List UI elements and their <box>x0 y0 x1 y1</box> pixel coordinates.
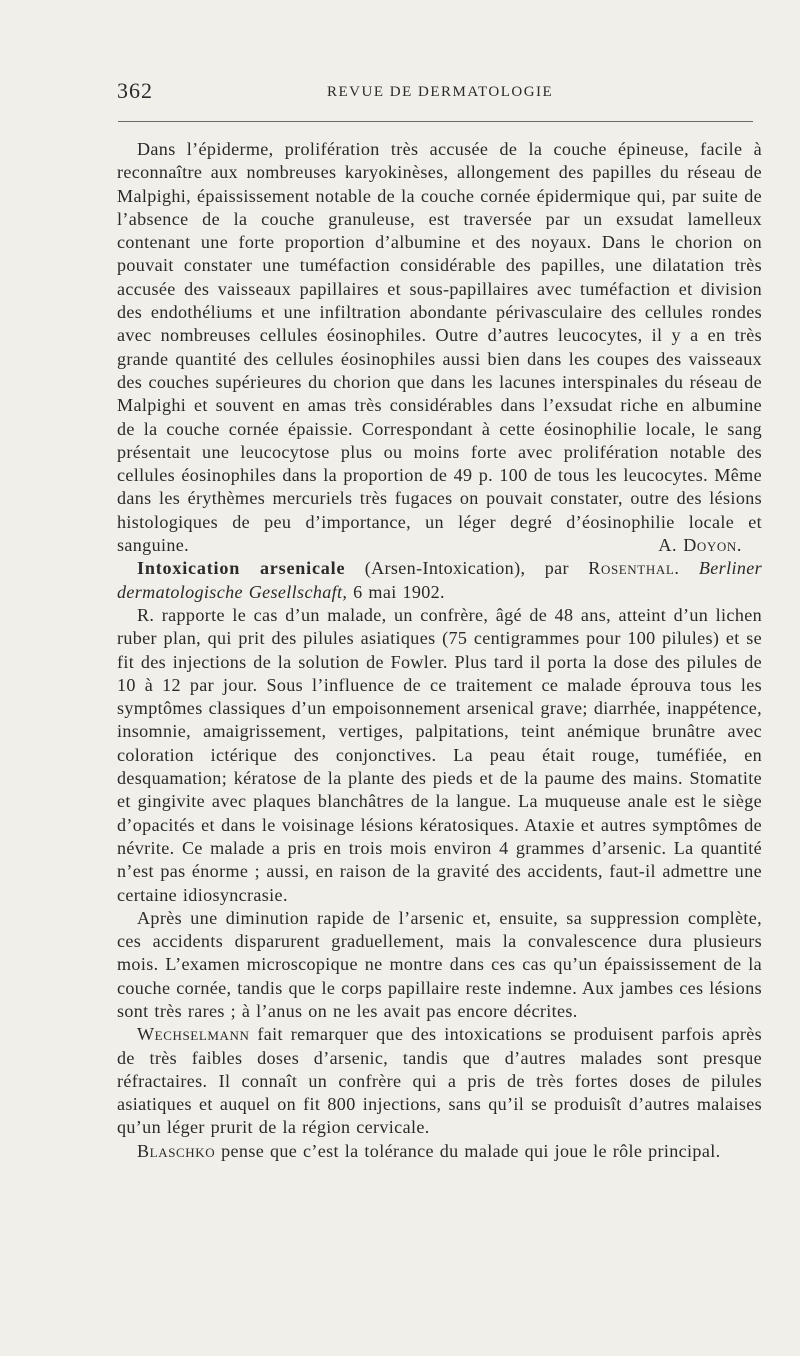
journal-name: Berliner dermatologische Gesellschaft, <box>117 558 762 602</box>
name-wechselmann: Wechselmann <box>137 1024 250 1045</box>
paragraph-epiderme <box>117 138 762 557</box>
paragraph-blaschko <box>117 1140 762 1163</box>
author-rosenthal: Rosenthal. <box>588 558 680 579</box>
header-rule <box>118 121 753 122</box>
page-header <box>117 78 753 108</box>
paragraph-text: pense que c’est la tolérance du malade qui joue le rôle principal. <box>215 1140 721 1161</box>
page-number: 362 <box>117 78 153 103</box>
signature-doyon: A. Doyon. <box>658 535 742 556</box>
paragraph-text: fait remarquer que des intoxications se produisent parfois après de très faibles doses d’arsenic, tandis que d’autres malades sont presque réfractaires. Il connaît un confrère qui a pris de très fortes doses de pilules asiatiques et auquel on fit 800 injections, sans qu’il se produisît d’autres malaises qu’un léger prurit de la région cervicale. <box>117 1024 762 1138</box>
paragraph-wechselmann <box>117 1023 762 1139</box>
section-subtitle: (Arsen-Intoxication), par <box>345 558 589 579</box>
article-body <box>117 138 762 1163</box>
section-heading-intoxication <box>117 557 762 604</box>
running-head: REVUE DE DERMATOLOGIE <box>327 84 554 100</box>
paragraph-recovery: Après une diminution rapide de l’arsenic et, ensuite, sa suppression complète, ces accidents disparurent graduellement, mais la convalescence dura plusieurs mois. L’examen microscopique ne montre dans ces cas qu’un épaississement de la couche cornée, tandis que le corps papillaire reste indemne. Aux jambes ces lésions sont très rares ; à l’anus on ne les avait pas encore décrites. <box>117 907 762 1021</box>
journal-date: 6 mai 1902. <box>347 581 445 602</box>
paragraph-text: Dans l’épiderme, prolifération très accusée de la couche épineuse, facile à reconnaître aux nombreuses karyokinèses, allongement des papilles du réseau de Malpighi, épaississement notable de la couche cornée épidermique qui, par suite de l’absence de la couche granuleuse, est traversée par un exsudat lamelleux contenant une forte proportion d’albumine et des noyaux. Dans le chorion on pouvait constater une tuméfaction considérable des papilles, une dilatation très accusée des vaisseaux papillaires et sous-papillaires avec tuméfaction et division des endothéliums et une infiltration abondante périvasculaire des cellules rondes avec nombreuses cellules éosinophiles. Outre d’autres leucocytes, il y a en très grande quantité des cellules éosinophiles aussi bien dans les coupes des vaisseaux des couches supérieures du chorion que dans les lacunes interspinales du réseau de Malpighi et souvent en amas très considérables dans l’exsudat riche en albumine de la couche cornée épaissie. Correspondant à cette éosinophilie locale, le sang présentait une leucocytose plus ou moins forte avec prolifération notable des cellules éosinophiles dans la proportion de 49 p. 100 de tous les leucocytes. Même dans les érythèmes mercuriels très fugaces on pouvait constater, outre des lésions histologiques de peu d’importance, un léger degré d’éosinophilie locale et sanguine. <box>117 139 762 556</box>
name-blaschko: Blaschko <box>137 1140 216 1161</box>
paragraph-case-report: R. rapporte le cas d’un malade, un confrère, âgé de 48 ans, atteint d’un lichen ruber plan, qui prit des pilules asiatiques (75 centigrammes pour 100 pilules) et se fit des injections de la solution de Fowler. Plus tard il porta la dose des pilules de 10 à 12 par jour. Sous l’influence de ce traitement ce malade éprouva tous les symptômes classiques d’un empoisonnement arsenical grave; diarrhée, inappétence, insomnie, amaigrissement, vertiges, palpitations, teint anémique brunâtre avec coloration ictérique des conjonctives. La peau était rouge, tuméfiée, en desquamation; kératose de la plante des pieds et de la paume des mains. Stomatite et gingivite avec plaques blanchâtres de la langue. La muqueuse anale est le siège d’opacités et dans le voisinage lésions kératosiques. Ataxie et autres symptômes de névrite. Ce malade a pris en trois mois environ 4 grammes d’arsenic. La quantité n’est pas énorme ; aussi, en raison de la gravité des accidents, faut-il admettre une certaine idiosyncrasie. <box>117 604 762 905</box>
section-title: Intoxication arsenicale <box>137 558 346 579</box>
